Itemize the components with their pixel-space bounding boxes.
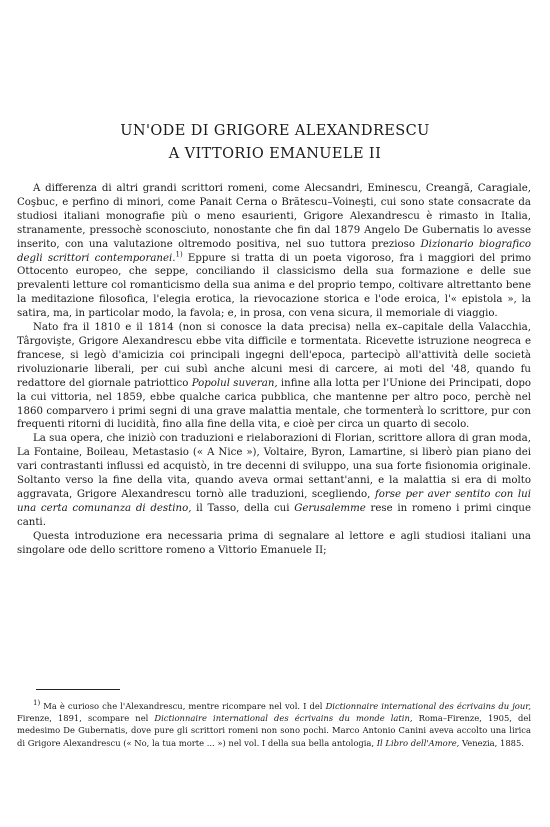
- footnote: [17, 700, 531, 749]
- footnote-text-a: Ma è curioso che l'Alexandrescu, mentre ricompare nel vol. I del: [40, 701, 326, 711]
- paragraph-4: Questa introduzione era necessaria prima di segnalare al lettore e agli studiosi italiani una singolare ode dello scrittore romeno a Vittorio Emanuele II;: [17, 530, 531, 556]
- paragraph-3-text-b: il Tasso, della cui: [191, 502, 295, 514]
- footnote-divider: [36, 689, 120, 690]
- footnote-marker: 1): [33, 699, 41, 708]
- paragraph-3-work-title: Gerusalemme: [294, 502, 366, 514]
- paragraph-1-text-b: Eppure si tratta di un poeta vigoroso, fra i maggiori del primo Ottocento europeo, che seppe, conciliando il classicismo della sua formazione e delle sue prevalenti letture col romanticismo della sua anima e del proprio tempo, coltivare altrettanto bene la meditazione filosofica, l'elegia erotica, la rievocazione storica e l'ode eroica, l'« epistola », la satira, ma, in particolar modo, la favola; e, in prosa, con vena sicura, il memoriale di viaggio.: [17, 252, 531, 320]
- paragraph-2-newspaper-title: Popolul suveran,: [191, 377, 278, 389]
- footnote-dictionary-2: Dictionnaire international des écrivains du monde latin,: [154, 713, 413, 724]
- footnote-1: [17, 700, 531, 749]
- paragraph-1-text-a: A differenza di altri grandi scrittori romeni, come Alecsandri, Eminescu, Creangă, Caragiale, Coşbuc, e perfino di minori, come Panait Cerna o Brătescu–Voineşti, cui sono state consacrate da studiosi italiani monografie più o meno esaurienti, Grigore Alexandrescu è rimasto in Italia, stranamente, pressochè sconosciuto, nonostante che fin dal 1879 Angelo De Gubernatis lo avesse inserito, con una valutazione oltremodo positiva, nel suo tuttora prezioso: [17, 183, 531, 250]
- article-title-line-1: UN'ODE DI GRIGORE ALEXANDRESCU: [120, 123, 430, 139]
- footnote-ref-1: 1): [175, 250, 183, 259]
- paragraph-1-book-title: Dizionario biografico degli scrittori contemporanei.: [17, 238, 531, 264]
- article-body: [17, 182, 531, 557]
- paragraph-2-text-a: Nato fra il 1810 e il 1814 (non si conosce la data precisa) nella ex–capitale della Valacchia, Târgovişte, Grigore Alexandrescu ebbe vita difficile e tormentata. Ricevette istruzione neogreca e francese, si legò d'amicizia coi principali ingegni dell'epoca, partecipò all'attività delle società rivoluzionarie liberali, per cui subì anche alcuni mesi di carcere, ai moti del '48, quando fu redattore del giornale patriottico: [17, 322, 531, 389]
- article-title-line-2: A VITTORIO EMANUELE II: [168, 146, 382, 162]
- paragraph-3: [17, 432, 531, 529]
- paragraph-3-text-c: rese in romeno i primi cinque canti.: [17, 502, 531, 528]
- footnote-text-c: Roma–Firenze, 1905, del medesimo De Gubernatis, dove pure gli scrittori romeni non sono pochi. Marco Antonio Canini aveva accolto una lirica di Grigore Alexandrescu (« No, la tua morte ... ») nel vol. I della sua bella antologia,: [17, 713, 531, 748]
- paragraph-2-text-b: infine alla lotta per l'Unione dei Principati, dopo la cui vittoria, nel 1859, ebbe qualche carica pubblica, che mantenne per altro poco, perchè nel 1860 comparvero i primi segni di una grave malattia mentale, che tormenterà lo scrittore, pur con frequenti ritorni di lucidità, fino alla fine della vita, e cioè per circa un quarto di secolo.: [17, 377, 531, 431]
- paragraph-3-italic-phrase: forse per aver sentito con lui una certa comunanza di destino,: [17, 488, 531, 514]
- paragraph-3-text-a: La sua opera, che iniziò con traduzioni e rielaborazioni di Florian, scrittore allora di gran moda, La Fontaine, Boileau, Metastasio (« A Nice »), Voltaire, Byron, Lamartine, si liberò pian piano dei vari contrastanti influssi ed acquistò, in tre decenni di sviluppo, una sua forte fisionomia originale. Soltanto verso la fine della vita, quando aveva ormai settant'anni, e la malattia si era di molto aggravata, Grigore Alexandrescu tornò alle traduzioni, scegliendo,: [17, 433, 531, 500]
- paragraph-2: [17, 321, 531, 432]
- paragraph-1: [17, 182, 531, 321]
- footnote-anthology-title: Il Libro dell'Amore,: [376, 737, 460, 748]
- footnote-dictionary-1: Dictionnaire international des écrivains du jour,: [325, 701, 531, 711]
- footnote-text-d: Venezia, 1885.: [459, 737, 524, 748]
- footnote-text-b: Firenze, 1891, scompare nel: [17, 713, 155, 724]
